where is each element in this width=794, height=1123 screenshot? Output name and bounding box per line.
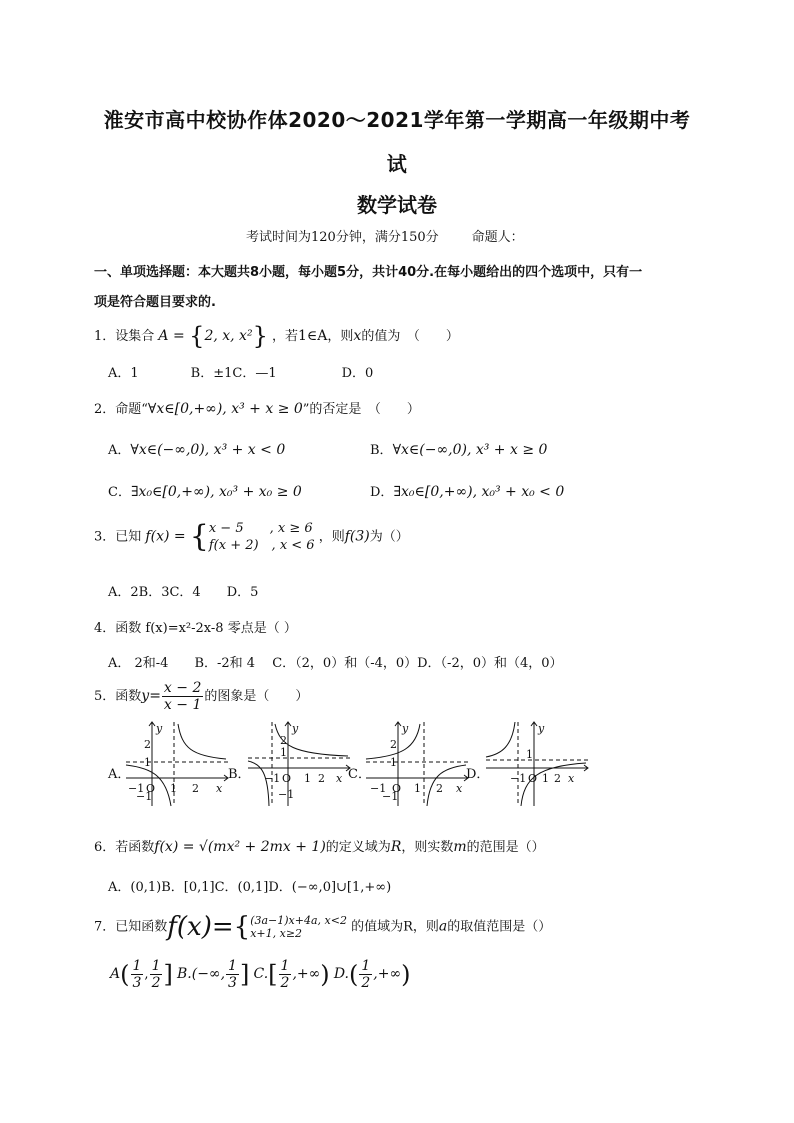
svg-text:O: O [392,782,402,795]
q6-mid: 的定义域为 [325,840,391,855]
svg-text:1: 1 [414,782,421,795]
q7-brace: { [233,912,251,942]
svg-text:2: 2 [390,738,397,751]
q7-mid: 的值域为R，则 [351,919,439,935]
q1-var: x [353,328,362,344]
svg-text:x: x [336,772,343,785]
svg-text:1: 1 [526,748,533,761]
svg-text:1: 1 [170,782,177,795]
q2-option-a [108,439,285,458]
q7-function: f(x) [167,912,212,942]
q7-options: A( $\frac{1}{3}$ , $\frac{1}{2}$ ] B.(−∞, $\frac{1}{3}$ ] C.[ $\frac{1}{2}$ ,+∞) D.( $\frac{1}{2}$ ,+∞) [110,958,411,991]
q3-end: 为（） [369,529,409,545]
q3-prefix: 3．已知 [94,529,142,545]
q2-option-b [370,439,547,458]
q5-graph-d [482,718,592,810]
svg-text:2: 2 [280,734,287,747]
svg-text:y: y [292,722,299,735]
question-2 [94,398,420,417]
svg-text:−1: −1 [370,782,387,795]
q5-end: 的图象是（ ） [204,689,309,704]
q2-option-a-label: A． [108,443,131,458]
svg-text:x: x [568,772,575,785]
q5-numerator: x − 2 [163,680,202,696]
svg-text:y: y [402,722,409,735]
q1-options: A．1 B．±1C．—1 D．0 [108,366,374,381]
svg-text:x: x [456,782,463,795]
section-heading-line2: 项是符合题目要求的. [94,295,216,310]
q2-option-c-label: C． [108,485,131,500]
q1-tail: ，则 [327,329,354,344]
svg-text:O: O [282,772,292,785]
svg-text:y: y [156,722,163,735]
q6-prefix: 6．若函数 [94,840,155,855]
svg-text:−1: −1 [136,790,153,803]
section-heading-line1: 一、单项选择题：本大题共8小题，每小题5分，共计40分.在每小题给出的四个选项中，只有一 [94,265,643,280]
q6-options: A．(0,1)B．[0,1]C．(0,1]D．(−∞,0]∪[1,+∞) [108,880,392,895]
q2-option-d [370,481,564,500]
svg-text:1: 1 [280,746,287,759]
exam-meta: 考试时间为120分钟，满分150分 命题人： [246,230,524,245]
q3-options: A．2B．3C．4 D．5 [108,585,259,600]
q2-option-b-text: ∀x∈(−∞,0), x³ + x ≥ 0 [392,442,548,458]
q5-denominator: x − 1 [163,697,202,713]
q2-option-d-text: ∃x₀∈[0,+∞), x₀³ + x₀ < 0 [393,484,565,500]
q2-option-c-text: ∃x₀∈[0,+∞), x₀³ + x₀ ≥ 0 [130,484,302,500]
question-7: 7．已知函数f(x)={ (3a−1)x+4a, x<2 x+1, x≥2 的值域为R，则a的取值范围是（） [94,912,552,942]
q3-tail: ，则 [318,529,345,545]
svg-text:O: O [146,782,156,795]
q2-option-b-label: B． [370,443,393,458]
svg-text:2: 2 [436,782,443,795]
q5-label-c: C． [348,767,371,782]
q6-tail: ，则实数 [401,840,454,855]
q5-label-d: D． [466,767,490,782]
q3-case2: f(x + 2) , x < 6 [208,538,315,553]
q2-option-d-label: D． [370,485,394,500]
q5-fraction [162,680,203,713]
q6-m: m [453,839,467,855]
q2-prefix: 2．命题“ [94,402,148,417]
question-4: 4．函数 f(x)=x²-2x-8 零点是（ ） [94,621,297,636]
q7-option-d-label: D. [333,966,349,982]
svg-text:1: 1 [542,772,549,785]
question-6 [94,836,545,855]
q1-cond: 1∈A [298,328,328,344]
q7-case2: x+1, x≥2 [250,927,303,940]
q4-options: A． 2和-4 B．-2和 4 C．（2，0）和（-4，0）D．（-2，0）和（4，0） [108,656,563,671]
exam-subtitle: 数学试卷 [357,193,437,217]
q3-cases [209,520,315,554]
q6-R: R [390,839,402,855]
q2-option-c [108,481,302,500]
q7-option-c-label: C. [253,966,269,982]
q2-end: ”的否定是 （ ） [302,402,420,417]
q3-f3: f(3) [344,528,370,545]
svg-text:−1: −1 [264,772,281,785]
q5-graph-a [122,718,232,810]
svg-text:1: 1 [304,772,311,785]
q7-a: a [438,918,448,935]
q7-prefix: 7．已知函数 [94,919,168,935]
svg-text:2: 2 [554,772,561,785]
q1-prefix: 1．设集合 [94,329,155,344]
exam-title-line1: 淮安市高中校协作体2020～2021学年第一学期高一年级期中考 [103,108,691,132]
svg-text:−1: −1 [382,790,399,803]
q5-label-a: A． [108,767,131,782]
svg-text:1: 1 [390,756,397,769]
q5-prefix: 5．函数 [94,689,142,704]
question-1 [94,322,459,350]
q3-function: f(x) = [145,528,186,545]
q7-option-b-label: B.(−∞, [177,966,226,982]
exam-title-line2: 试 [386,152,408,176]
q5-label-b: B． [228,767,251,782]
q7-end: 的取值范围是（） [447,919,552,935]
q6-end: 的范围是（） [466,840,545,855]
q1-set: A = {2, x, x²} [158,322,268,350]
svg-text:2: 2 [192,782,199,795]
svg-text:−1: −1 [128,782,145,795]
q7-cases [250,914,347,940]
svg-text:x: x [216,782,223,795]
svg-text:2: 2 [318,772,325,785]
q5-y: y= [141,688,161,704]
svg-text:2: 2 [144,738,151,751]
svg-text:−1: −1 [278,788,295,801]
svg-text:−1: −1 [510,772,527,785]
question-3 [94,520,409,554]
q1-end: 的值为 （ ） [361,329,459,344]
svg-text:y: y [538,722,545,735]
q6-expression: f(x) = √(mx² + 2mx + 1) [154,839,326,855]
q3-brace: { [189,519,209,554]
q2-option-a-text: ∀x∈(−∞,0), x³ + x < 0 [130,442,286,458]
q3-case1: x − 5 , x ≥ 6 [208,521,313,536]
q5-graph-b [244,718,354,810]
q7-case1: (3a−1)x+4a, x<2 [250,914,347,927]
q2-proposition: ∀x∈[0,+∞), x³ + x ≥ 0 [147,401,303,417]
question-5 [94,680,308,713]
q7-option-a-label: A [110,966,121,982]
q5-graph-c [362,718,472,810]
svg-text:1: 1 [144,756,151,769]
q1-mid: ，若 [272,329,299,344]
svg-text:O: O [528,772,538,785]
